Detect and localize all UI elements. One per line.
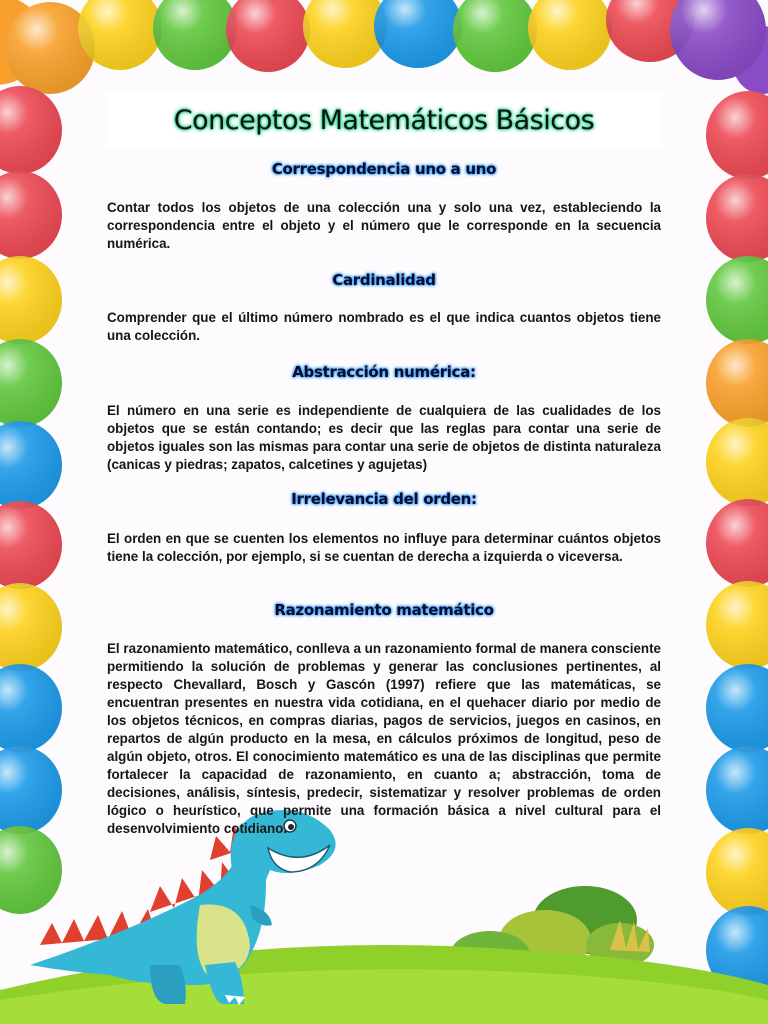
right-balloon-column	[706, 91, 768, 994]
title-banner	[106, 92, 662, 148]
section-body-abstraccion: El número en una serie es independiente de cualquiera de las cualidades de los objetos que se están contando; es decir que las reglas para contar una serie de objetos iguales son las mismas para contar una serie de objetos de distinta naturaleza (canicas y piedras; zapatos, calcetines y agujetas)	[107, 403, 661, 472]
section-heading-razonamiento: Razonamiento matemático	[274, 601, 494, 619]
section-heading-correspondencia: Correspondencia uno a uno	[271, 160, 497, 178]
section-body-razonamiento: El razonamiento matemático, conlleva a un razonamiento formal de manera consciente permitiendo la solución de problemas y generar las conclusiones pertinentes, al respecto Chevallard, Bosch y Gascón (1997) refiere que las matemáticas, se encuentran presentes en nuestra vida cotidiana, en el quehacer diario por medio de los objetos técnicos, en compras diarias, pagos de servicios, juegos en casinos, en repartos de algún producto en la mesa, en cálculos próximos de longitud, peso de algún objeto, otros. El conocimiento matemático es una de las disciplinas que permite fortalecer la capacidad de razonamiento, en cuanto a; abstracción, toma de decisiones, análisis, síntesis, predecir, sistematizar y resolver problemas de orden lógico o heurístico, que permite una formación básica a nivel cultural para el desenvolvimiento cotidiano.	[107, 641, 661, 836]
section-body-correspondencia: Contar todos los objetos de una colección una y solo una vez, estableciendo la correspondencia entre el objeto y el número que le corresponde en la secuencia numérica.	[107, 200, 661, 251]
section-body-irrelevancia: El orden en que se cuenten los elementos no influye para determinar cuántos objetos tiene la colección, por ejemplo, si se cuentan de derecha a izquierda o viceversa.	[107, 531, 661, 564]
section-heading-cardinalidad: Cardinalidad	[332, 271, 436, 289]
section-body-cardinalidad: Comprender que el último número nombrado es el que indica cuantos objetos tiene una colección.	[107, 310, 661, 343]
section-heading-irrelevancia: Irrelevancia del orden:	[291, 490, 477, 508]
page-title: Conceptos Matemáticos Básicos	[173, 104, 595, 136]
top-balloon-row	[0, 0, 768, 94]
section-heading-abstraccion: Abstracción numérica:	[292, 363, 476, 381]
left-balloon-column	[0, 86, 62, 914]
